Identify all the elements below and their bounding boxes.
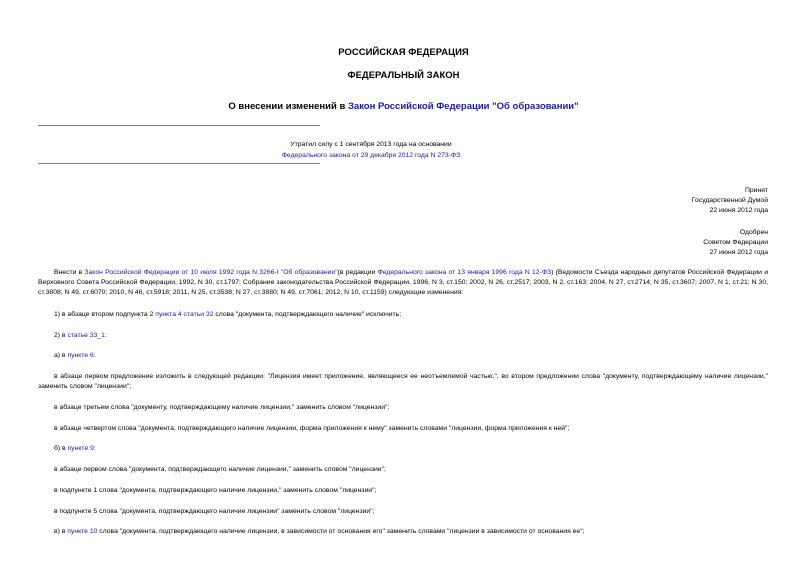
accepted-date: 22 июня 2012 года [709, 207, 768, 214]
law-title-link[interactable]: Закон Российской Федерации "Об образовании" [347, 101, 579, 112]
intro-paragraph [38, 268, 768, 298]
approved-body: Советом Федерации [703, 239, 768, 246]
repeal-notice-link[interactable]: Федерального закона от 29 декабря 2012 года N 273-ФЗ [281, 152, 461, 159]
item-2-text-2: : [104, 332, 107, 339]
item-a-text-2: : [93, 352, 96, 359]
item-2-text-1: 2) в [54, 332, 68, 339]
approved-label: Одобрен [739, 229, 768, 236]
law-title [0, 101, 807, 112]
paragraph-b1: в абзаце первом слова "документа, подтверждающего наличие лицензии," заменить словом "лицензии"; [54, 466, 386, 473]
notice-bottom-rule [38, 163, 320, 164]
intro-text-2: (в редакции [337, 269, 378, 276]
repeal-notice-text: Утратил силу с 1 сентября 2013 года на основании [290, 141, 452, 148]
paragraph-a3: в абзаце четвертом слова "документа, подтверждающего наличие лицензии, форма приложения к нему" заменить словами "лицензии, форма приложения к ней"; [54, 425, 570, 432]
accepted-body: Государственной Думой [691, 197, 768, 204]
adoption-accepted [692, 186, 768, 216]
item-v [38, 527, 768, 537]
item-b-link[interactable]: пункте 9 [67, 445, 94, 452]
item-b [38, 444, 768, 454]
item-b-text-1: б) в [54, 445, 68, 452]
accepted-label: Принят [744, 187, 768, 194]
paragraph-a1: в абзаце первом предложение изложить в следующей редакции: "Лицензия имеет приложение, являющееся ее неотъемлемой частью.", во втором предложении слова "документу, подтверждающему наличие лицензии," заменить словом "лицензии"; [38, 373, 768, 390]
item-1-text-2: слова "документа, подтверждающего наличие" исключить; [213, 311, 402, 318]
paragraph-b2: в подпункте 1 слова "документа, подтверждающего наличие лицензии," заменить словом "лицензии"; [54, 487, 377, 494]
adoption-approved [703, 228, 768, 258]
item-a [38, 351, 768, 361]
item-v-text-2: слова "документа, подтверждающего наличие лицензии, в зависимости от основания его" заменить словами "лицензии в зависимости от основания ее"; [97, 528, 585, 535]
item-b-text-2: : [93, 445, 96, 452]
notice-top-rule [38, 125, 320, 126]
repeal-notice [196, 139, 546, 161]
item-a-text-1: а) в [54, 352, 68, 359]
law-type-heading: ФЕДЕРАЛЬНЫЙ ЗАКОН [347, 70, 460, 81]
item-2-link[interactable]: статье 33_1 [67, 332, 105, 339]
paragraph-a2: в абзаце третьем слова "документу, подтверждающему наличие лицензии," заменить словом "лицензии"; [54, 404, 390, 411]
item-v-link[interactable]: пункте 10 [67, 528, 98, 535]
intro-text-3: ) (Ведомости Съезда народных депутатов Российской Федерации и Верховного Совета Российской Федерации, 1992, N 30, ст.1797; Собрание законодательства Российской Федерации, 1996, N 3, ст.150; 2002, N 26, ст.2517; 2003, N 2, ст.163; 2004, N 27, ст.2714; N 35, ст.3607; 2007, N 1, ст.21; N 30, ст.3808; N 49, ст.6070; 2010, N 46, ст.5918; 2011, N 25, ст.3538; N 27, ст.3880; N 49, ст.7061; 2012, N 10, ст.1159) следующие изменения: [38, 269, 768, 296]
intro-law-link[interactable]: Закон Российской Федерации от 10 июля 1992 года N 3266-I "Об образовании" [84, 269, 338, 276]
law-title-prefix: О внесении изменений в [228, 101, 348, 112]
paragraph-b3: в подпункте 5 слова "документа, подтверждающего наличие лицензии" заменить словом "лицензии"; [54, 508, 375, 515]
item-v-text-1: в) в [54, 528, 68, 535]
item-1 [38, 310, 768, 320]
approved-date: 27 июня 2012 года [709, 249, 768, 256]
item-1-link[interactable]: пункта 4 статьи 32 [155, 311, 214, 318]
item-1-text-1: 1) в абзаце втором подпункта 2 [54, 311, 156, 318]
intro-text-1: Внести в [54, 269, 85, 276]
item-a-link[interactable]: пункте 6 [67, 352, 94, 359]
federation-heading: РОССИЙСКАЯ ФЕДЕРАЦИЯ [338, 47, 469, 58]
item-2 [38, 331, 768, 341]
intro-amendment-link[interactable]: Федерального закона от 13 января 1996 года N 12-ФЗ [377, 269, 552, 276]
